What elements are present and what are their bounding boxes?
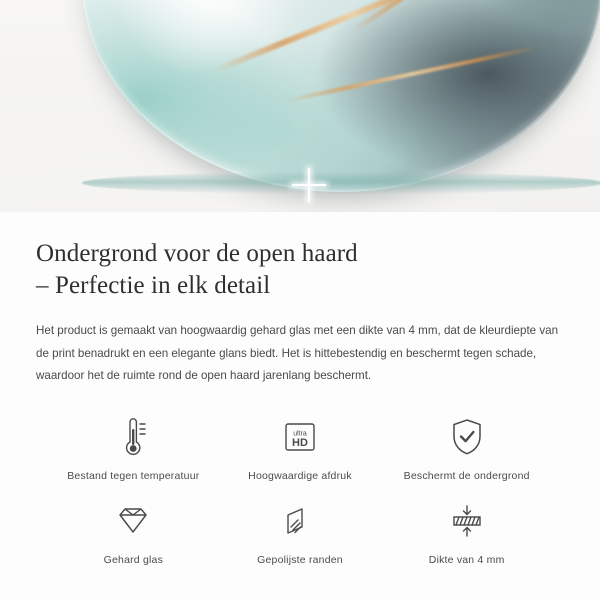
- feature-label: Beschermt de ondergrond: [403, 469, 530, 482]
- shield-check-icon: [444, 414, 490, 460]
- round-glass-board: [82, 0, 600, 192]
- feature-item-temperature: [50, 414, 217, 482]
- feature-label: Hoogwaardige afdruk: [248, 469, 352, 482]
- headline-line-1: Ondergrond voor de open haard: [36, 240, 358, 267]
- thermometer-icon: [110, 414, 156, 460]
- feature-grid: [36, 414, 564, 566]
- ultra-hd-icon: [277, 414, 323, 460]
- hero-product-image: [0, 0, 600, 212]
- feature-label: Gehard glas: [103, 553, 164, 566]
- feature-item-thickness: [383, 498, 550, 566]
- feature-label: Gepolijste randen: [257, 553, 343, 566]
- polished-edges-icon: [277, 498, 323, 544]
- description-content: [0, 212, 600, 566]
- svg-text:HD: HD: [292, 436, 308, 449]
- page-title: [36, 238, 564, 302]
- description-paragraph: Het product is gemaakt van hoogwaardig gehard glas met een dikte van 4 mm, dat de kleurdiepte van de print benadrukt en een elegante glans biedt. Het is hittebestendig en beschermt tegen schade, waardoor het de ruimte rond de open haard jarenlang beschermt.: [36, 324, 559, 383]
- glass-edge-highlight: [82, 172, 600, 194]
- svg-text:ultra: ultra: [293, 430, 307, 438]
- diamond-icon: [110, 498, 156, 544]
- feature-item-print-quality: [217, 414, 384, 482]
- feature-item-surface-protection: [383, 414, 550, 482]
- feature-label: Bestand tegen temperatuur: [67, 469, 200, 482]
- feature-item-polished-edges: [217, 498, 384, 566]
- thickness-icon: [444, 498, 490, 544]
- feature-item-tempered-glass: [50, 498, 217, 566]
- feature-label: Dikte van 4 mm: [428, 553, 505, 566]
- headline-line-2: – Perfectie in elk detail: [36, 272, 271, 299]
